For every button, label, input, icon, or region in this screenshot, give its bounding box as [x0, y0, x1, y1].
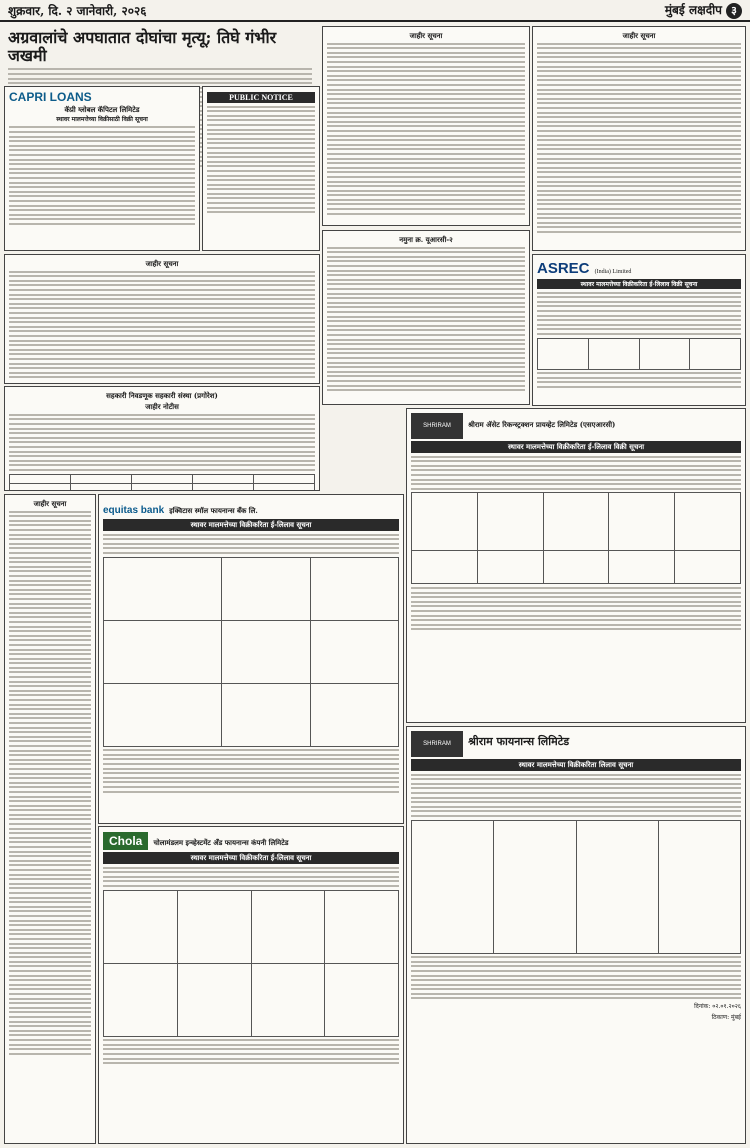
public-notice — [202, 86, 320, 251]
shriram-finance-title: स्थावर मालमत्तेच्या विक्रीकरिता लिलाव सूचना — [411, 759, 741, 771]
jahir-suchana-center — [322, 26, 530, 226]
chola-company: चोलामंडलम इन्व्हेस्टमेंट अँड फायनान्स कंपनी लिमिटेड — [153, 838, 289, 847]
shriram-asset-table — [411, 492, 741, 584]
equitas-company: इक्विटास स्मॉल फायनान्स बँक लि. — [169, 506, 258, 515]
shriram-finance-notice — [406, 726, 746, 1144]
footer-place: ठिकाण: मुंबई — [711, 1014, 741, 1022]
shriram-finance-logo: SHRIRAM — [411, 731, 463, 757]
asrec-table — [537, 338, 741, 370]
page-number: ३ — [726, 3, 742, 19]
equitas-table — [103, 557, 399, 747]
shriram-asset-logo: SHRIRAM — [411, 413, 463, 439]
jahir-suchana-left — [4, 494, 96, 1144]
jahir-suchana-2-title: जाहीर सूचना — [622, 31, 656, 40]
news-headline: अग्रवालांचे अपघातात दोघांचा मृत्यू; तिघे गंभीर जखमी — [8, 28, 277, 66]
society-table — [9, 474, 315, 492]
capri-title: स्थावर मालमत्तेच्या विक्रीसाठी विक्री सूचना — [56, 116, 148, 124]
jahir-suchana-1-title: जाहीर सूचना — [409, 31, 443, 40]
shriram-finance-company: श्रीराम फायनान्स लिमिटेड — [468, 735, 570, 748]
issue-date: शुक्रवार, दि. २ जानेवारी, २०२६ — [8, 3, 147, 18]
capri-company: कॅप्री ग्लोबल कॅपिटल लिमिटेड — [64, 105, 140, 114]
paper-name: मुंबई लक्षदीप ३ — [665, 1, 742, 19]
capri-logo: CAPRI LOANS — [9, 90, 92, 104]
chola-logo: Chola — [103, 832, 148, 850]
shriram-asset-company: श्रीराम ॲसेट रिकन्स्ट्रक्शन प्रायव्हेट लिमिटेड (एसएआरसी) — [468, 420, 616, 429]
shriram-asset-title: स्थावर मालमत्तेच्या विक्रीकरिता ई-लिलाव विक्री सूचना — [411, 441, 741, 453]
footer-date: दिनांक: ०२.०१.२०२६ — [694, 1003, 741, 1011]
society-notice — [4, 386, 320, 491]
capri-notice — [4, 86, 200, 251]
jahir-suchana-3-title: जाहीर सूचना — [145, 259, 179, 268]
asrec-logo: ASREC — [537, 260, 590, 277]
shriram-asset-notice — [406, 408, 746, 723]
chola-notice — [98, 826, 404, 1144]
jahir-suchana-left-title: जाहीर सूचना — [33, 499, 67, 508]
asrec-notice — [532, 254, 746, 406]
sale-notice — [322, 230, 530, 405]
equitas-title: स्थावर मालमत्तेच्या विक्रीकरिता ई-लिलाव सूचना — [103, 519, 399, 531]
asrec-title: स्थावर मालमत्तेच्या विक्रीकरिता ई-लिलाव विक्री सूचना — [537, 279, 741, 289]
chola-title: स्थावर मालमत्तेच्या विक्रीकरिता ई-लिलाव सूचना — [103, 852, 399, 864]
society-title: सहकारी निवडणूक सहकारी संस्था (प्रगोरेश) — [106, 391, 218, 400]
chola-table — [103, 890, 399, 1037]
asrec-sub: (India) Limited — [594, 269, 632, 275]
equitas-notice — [98, 494, 404, 824]
jahir-suchana-mid — [4, 254, 320, 384]
masthead — [0, 0, 750, 22]
jahir-suchana-right — [532, 26, 746, 251]
sale-notice-title: नमुना क्र. यूआरसी-२ — [399, 235, 453, 244]
equitas-logo: equitas bank — [103, 505, 165, 516]
society-notice-title: जाहीर नोटीस — [145, 402, 179, 412]
shriram-finance-table — [411, 820, 741, 954]
public-notice-title: PUBLIC NOTICE — [207, 92, 315, 103]
